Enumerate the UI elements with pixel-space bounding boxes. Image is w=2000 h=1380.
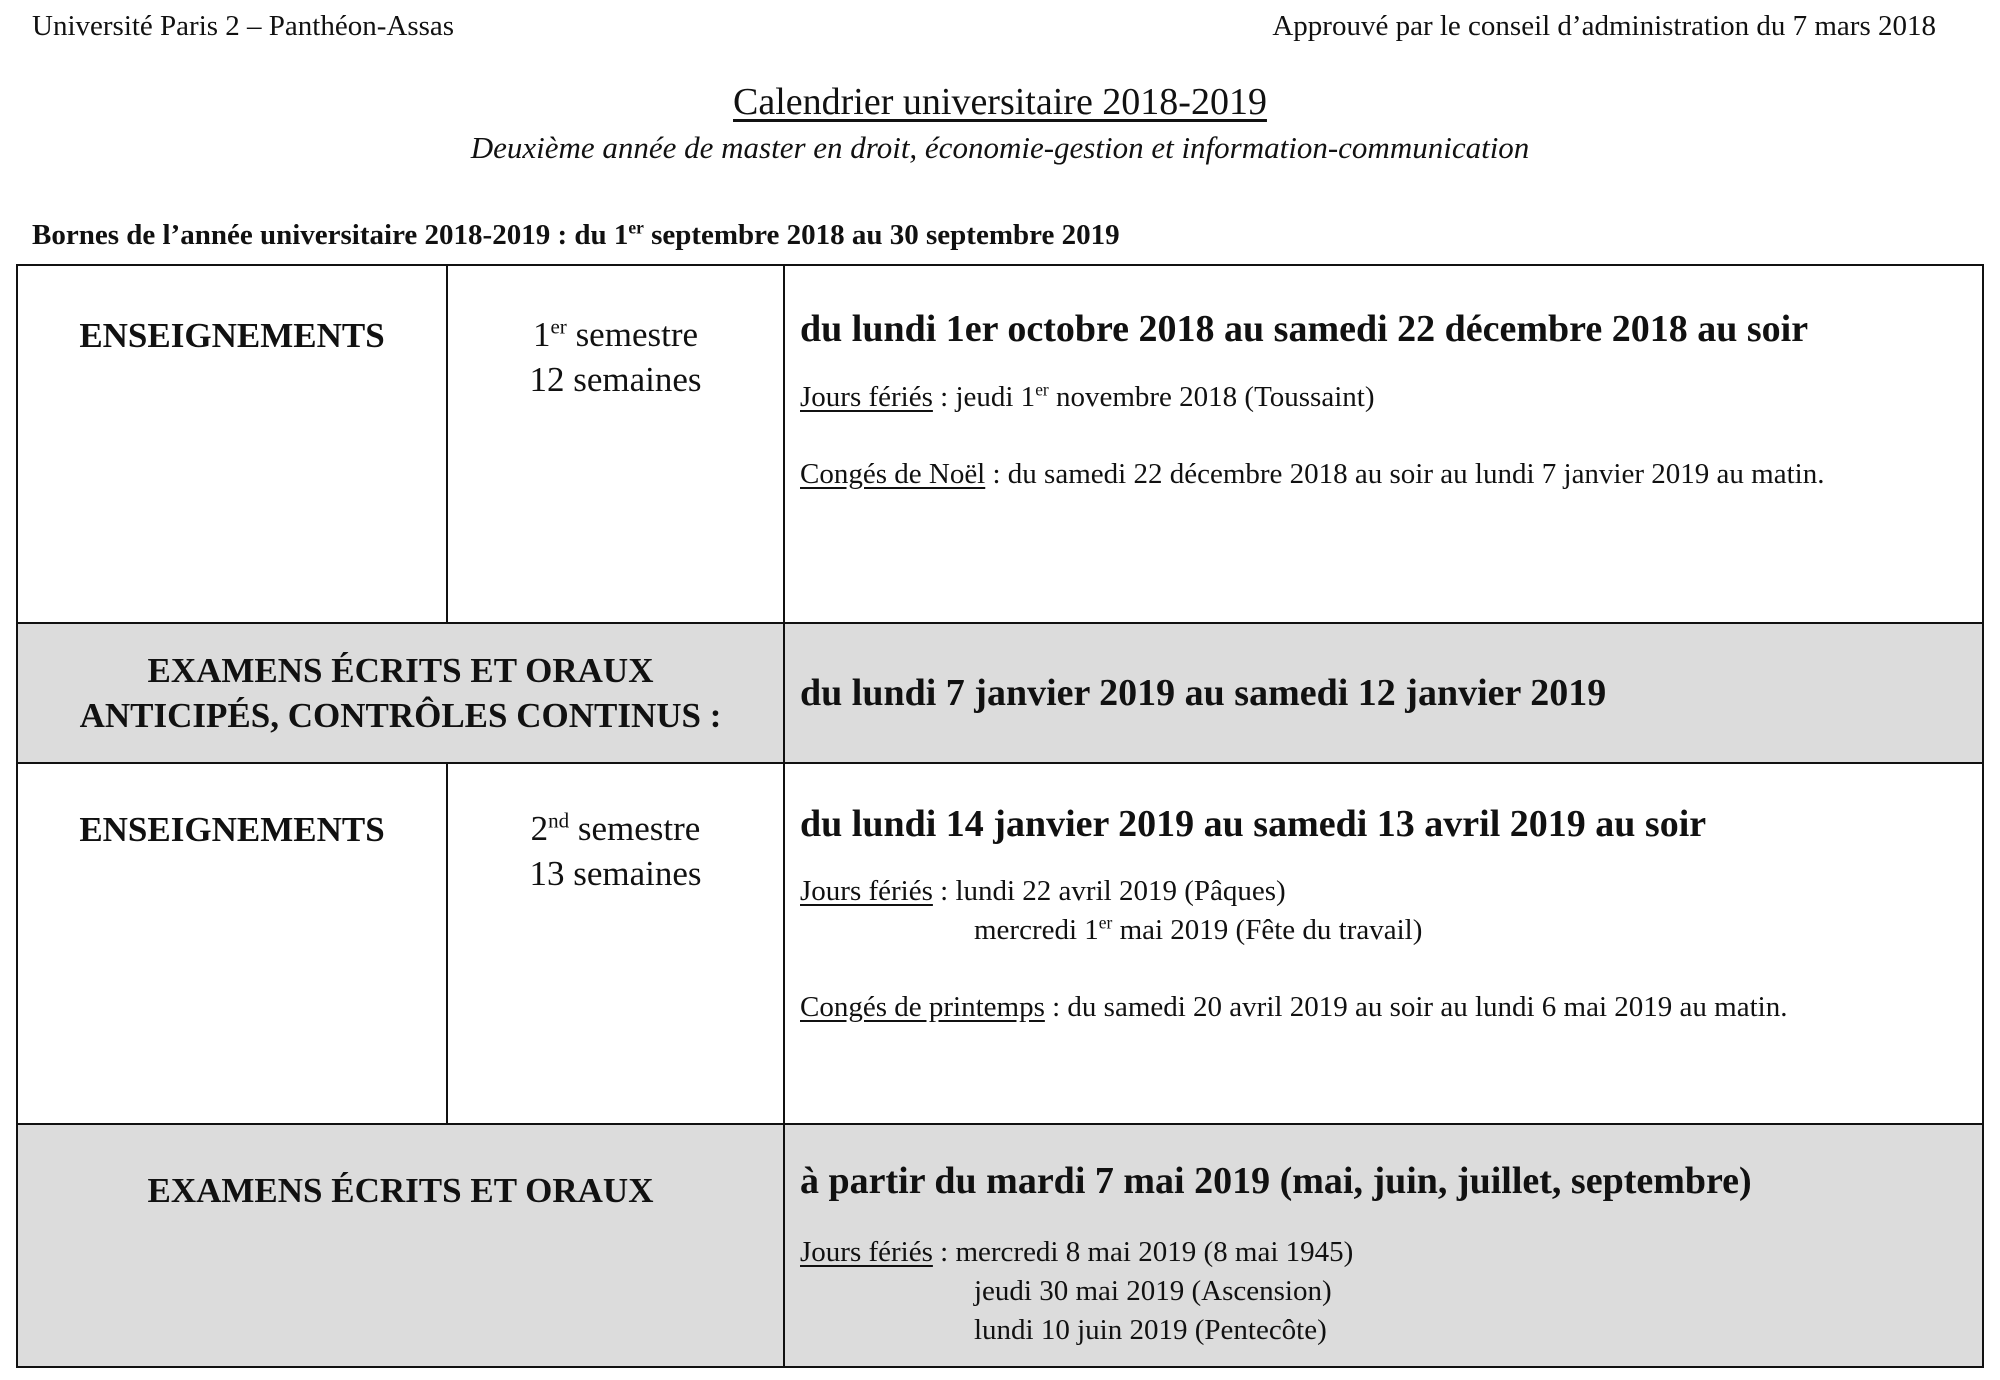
- holidays-line-2-start: mercredi 1: [974, 914, 1099, 946]
- holidays-label: Jours fériés: [800, 381, 933, 413]
- cell-details-semester-2: [784, 763, 1983, 1124]
- break-label: Congés de Noël: [800, 458, 986, 490]
- anticipated-exams-line-1: EXAMENS ÉCRITS ET ORAUX: [147, 651, 654, 690]
- cell-label-semester-2: [17, 763, 447, 1124]
- semester-1-weeks: 12 semaines: [529, 360, 702, 399]
- cell-details-exams: [784, 1124, 1983, 1367]
- cell-semester-2: [447, 763, 784, 1124]
- table-row-semester-2: [17, 763, 1983, 1124]
- break-text: : du samedi 22 décembre 2018 au soir au lundi 7 janvier 2019 au matin.: [985, 458, 1825, 490]
- semester-2-holidays-line-2: [800, 911, 1972, 950]
- cell-semester-1: [447, 265, 784, 623]
- header-approval: Approuvé par le conseil d’administration du 7 mars 2018: [1272, 10, 1936, 42]
- semester-2-word: semestre: [569, 809, 701, 848]
- calendar-table: [16, 264, 1984, 1368]
- anticipated-exams-line-2: ANTICIPÉS, CONTRÔLES CONTINUS :: [79, 696, 722, 735]
- table-row-anticipated-exams: [17, 623, 1983, 763]
- bounds-text-end: septembre 2018 au 30 septembre 2019: [643, 219, 1120, 251]
- holidays-text-end: novembre 2018 (Toussaint): [1048, 381, 1375, 413]
- cell-details-anticipated-exams: [784, 623, 1983, 763]
- holidays-text-start: : jeudi 1: [932, 381, 1036, 413]
- exams-dates: à partir du mardi 7 mai 2019 (mai, juin, juillet, septembre): [800, 1160, 1752, 1202]
- header-university: Université Paris 2 – Panthéon-Assas: [32, 10, 455, 42]
- anticipated-exams-dates: du lundi 7 janvier 2019 au samedi 12 janvier 2019: [800, 672, 1607, 714]
- page-subtitle: Deuxième année de master en droit, économie-gestion et information-communication: [470, 130, 1530, 165]
- cell-details-semester-1: [784, 265, 1983, 623]
- semester-2-holidays: [800, 872, 1972, 911]
- semester-1-sup: er: [550, 314, 567, 339]
- holidays-line-2-sup: er: [1098, 912, 1113, 933]
- cell-label-anticipated-exams: [17, 623, 784, 763]
- bounds-sup: er: [628, 217, 644, 238]
- semester-1-num: 1: [532, 315, 551, 354]
- semester-2-dates: du lundi 14 janvier 2019 au samedi 13 avril 2019 au soir: [800, 803, 1707, 845]
- table-row-semester-1: [17, 265, 1983, 623]
- semester-2-num: 2: [530, 809, 549, 848]
- academic-year-bounds: [32, 219, 1120, 252]
- cell-label-exams: [17, 1124, 784, 1367]
- semester-2-weeks: 13 semaines: [529, 854, 702, 893]
- exams-holidays-line-2: jeudi 30 mai 2019 (Ascension): [974, 1275, 1332, 1307]
- holidays-line-2-end: mai 2019 (Fête du travail): [1112, 914, 1423, 946]
- exams-label: EXAMENS ÉCRITS ET ORAUX: [147, 1171, 654, 1210]
- semester-2-sup: nd: [548, 808, 570, 833]
- semester-1-break: [800, 455, 1972, 494]
- holidays-line-1: : lundi 22 avril 2019 (Pâques): [932, 875, 1286, 907]
- label-enseignements-2: ENSEIGNEMENTS: [79, 810, 385, 849]
- break-text: : du samedi 20 avril 2019 au soir au lundi 6 mai 2019 au matin.: [1044, 991, 1788, 1023]
- table-row-exams: [17, 1124, 1983, 1367]
- exams-holidays-line-3: lundi 10 juin 2019 (Pentecôte): [974, 1314, 1327, 1346]
- semester-1-holidays: [800, 378, 1972, 417]
- page-title: Calendrier universitaire 2018-2019: [733, 81, 1267, 123]
- holidays-label: Jours fériés: [800, 875, 933, 907]
- cell-label-semester-1: [17, 265, 447, 623]
- bounds-text-start: Bornes de l’année universitaire 2018-2019 : du 1: [32, 219, 629, 251]
- semester-1-word: semestre: [566, 315, 699, 354]
- holidays-line-1: : mercredi 8 mai 2019 (8 mai 1945): [932, 1236, 1354, 1268]
- semester-2-break: [800, 988, 1972, 1027]
- holidays-sup: er: [1035, 379, 1049, 400]
- semester-1-dates: du lundi 1er octobre 2018 au samedi 22 décembre 2018 au soir: [800, 308, 1809, 350]
- semester-2-name: [448, 764, 783, 851]
- semester-1-name: [448, 266, 783, 357]
- break-label: Congés de printemps: [800, 991, 1045, 1023]
- holidays-label: Jours fériés: [800, 1236, 933, 1268]
- exams-holidays: [800, 1233, 1972, 1272]
- label-enseignements-1: ENSEIGNEMENTS: [79, 316, 385, 355]
